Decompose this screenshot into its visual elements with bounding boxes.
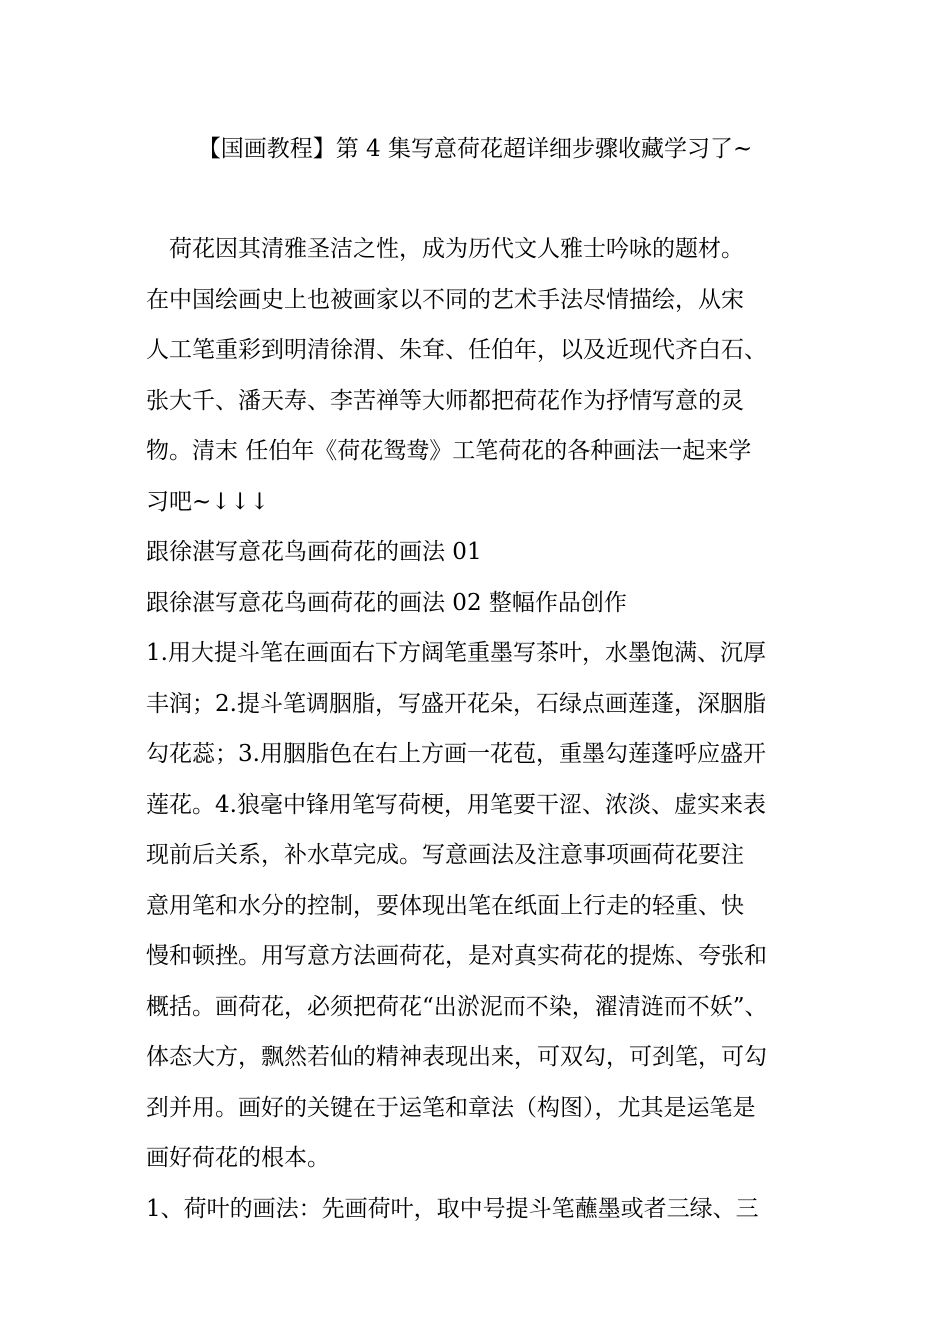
document-body [146,224,816,1234]
body-line: 1、荷叶的画法：先画荷叶，取中号提斗笔蘸墨或者三绿、三 [146,1195,759,1222]
body-line: 现前后关系，补水草完成。写意画法及注意事项画荷花要注 [146,842,744,868]
body-line: 物。清末 任伯年《荷花鸳鸯》工笔荷花的各种画法一起来学 [146,438,752,464]
body-line: 1.用大提斗笔在画面右下方阔笔重墨写茶叶，水墨饱满、沉厚 [146,640,766,666]
body-line: 画好荷花的根本。 [146,1145,330,1171]
body-line: 跟徐湛写意花鸟画荷花的画法 02 整幅作品创作 [146,589,627,616]
document-title: 【国画教程】第 4 集写意荷花超详细步骤收藏学习了~ [197,136,753,162]
body-line: 刭并用。画好的关键在于运笔和章法（构图），尤其是运笔是 [146,1094,756,1121]
body-line: 慢和顿挫。用写意方法画荷花，是对真实荷花的提炼、夸张和 [146,943,767,969]
body-line: 莲花。4.狼毫中锋用笔写荷梗，用笔要干涩、浓淡、虚实来表 [146,791,766,818]
body-line: 荷花因其清雅圣洁之性，成为历代文人雅士吟咏的题材。 [146,236,744,262]
body-line: 体态大方，飘然若仙的精神表现出来，可双勾，可刭笔，可勾 [146,1044,767,1070]
body-line: 概括。画荷花，必须把荷花“出淤泥而不染，濯清涟而不妖”、 [146,993,768,1020]
body-line: 人工笔重彩到明清徐渭、朱耷、任伯年，以及近现代齐白石、 [146,337,767,363]
body-line: 张大千、潘天寿、李苦禅等大师都把荷花作为抒情写意的灵 [146,387,744,414]
body-line: 跟徐湛写意花鸟画荷花的画法 01 [146,539,482,565]
body-line: 意用笔和水分的控制，要体现出笔在纸面上行走的轻重、快 [146,892,744,919]
body-line: 习吧~↓↓↓ [146,488,270,515]
body-line: 在中国绘画史上也被画家以不同的艺术手法尽情描绘，从宋 [146,286,744,313]
body-line: 勾花蕊；3.用胭脂色在右上方画一花苞，重墨勾莲蓬呼应盛开 [146,741,766,767]
body-line: 丰润；2.提斗笔调胭脂，写盛开花朵，石绿点画莲蓬，深胭脂 [146,690,766,717]
